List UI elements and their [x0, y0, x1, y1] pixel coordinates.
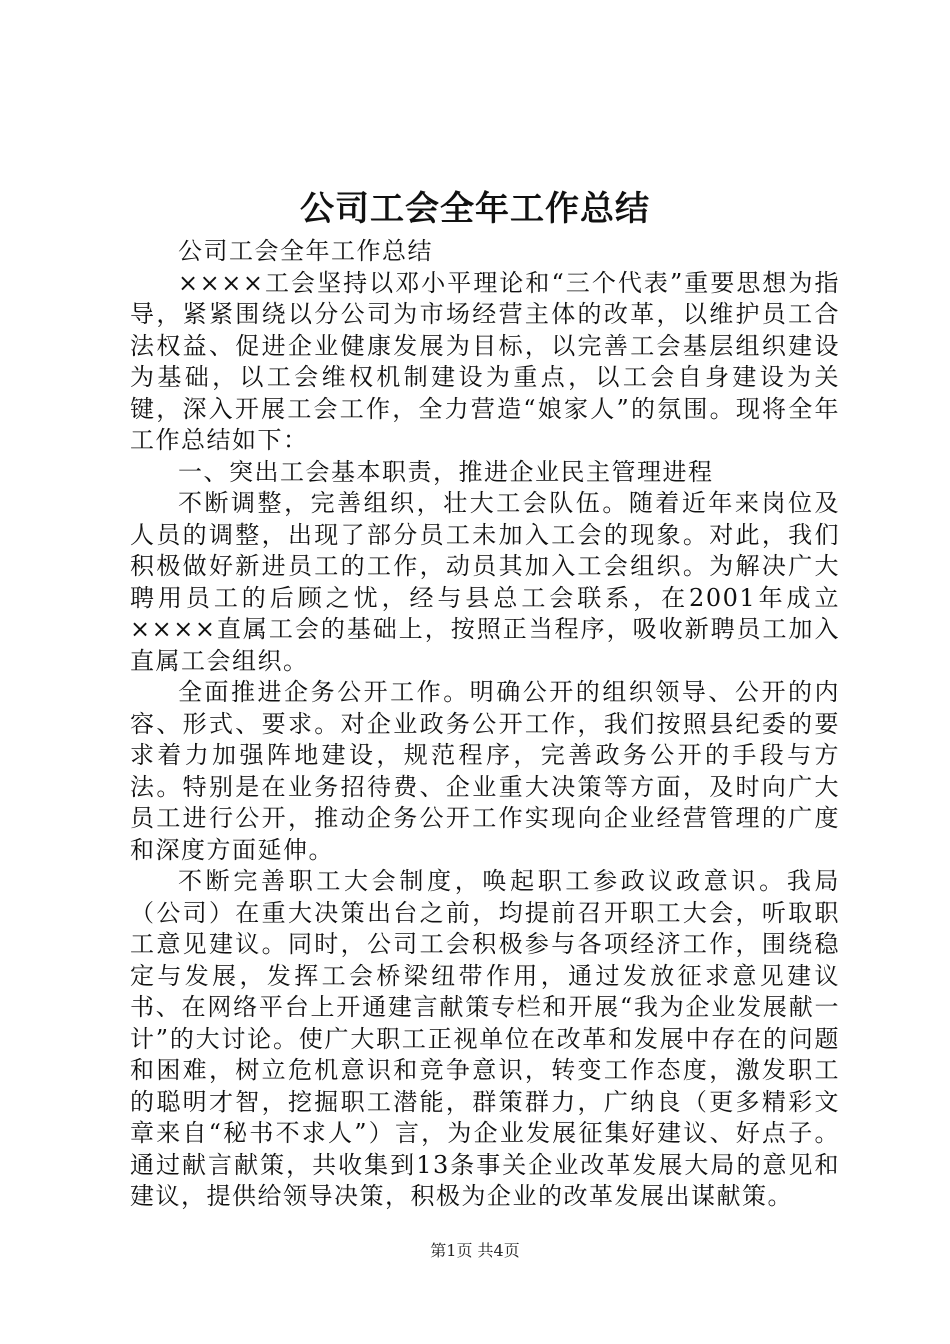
paragraph-intro: ××××工会坚持以邓小平理论和“三个代表”重要思想为指导，紧紧围绕以分公司为市场经营主体的改革，以维护员工合法权益、促进企业健康发展为目标，以完善工会基层组织建设为基础，以工会维权机制建设为重点，以工会自身建设为关键，深入开展工会工作，全力营造“娘家人”的氛围。现将全年工作总结如下：: [130, 268, 840, 454]
paragraph-staff-congress: 不断完善职工大会制度，唤起职工参政议政意识。我局（公司）在重大决策出台之前，均提前召开职工大会，听取职工意见建议。同时，公司工会积极参与各项经济工作，围绕稳定与发展，发挥工会桥梁纽带作用，通过发放征求意见建议书、在网络平台上开通建言献策专栏和开展“我为企业发展献一计”的大讨论。使广大职工正视单位在改革和发展中存在的问题和困难，树立危机意识和竞争意识，转变工作态度，激发职工的聪明才智，挖掘职工潜能，群策群力，广纳良（更多精彩文章来自“秘书不求人”）言，为企业发展征集好建议、好点子。通过献言献策，共收集到13条事关企业改革发展大局的意见和建议，提供给领导决策，积极为企业的改革发展出谋献策。: [130, 867, 840, 1210]
document-title: 公司工会全年工作总结: [300, 189, 650, 229]
paragraph-organization: 不断调整，完善组织，壮大工会队伍。随着近年来岗位及人员的调整，出现了部分员工未加入工会的现象。对此，我们积极做好新进员工的工作，动员其加入工会组织。为解决广大聘用员工的后顾之忧，经与县总工会联系，在2001年成立××××直属工会的基础上，按照正当程序，吸收新聘员工加入直属工会组织。: [130, 489, 840, 675]
paragraph-subtitle: 公司工会全年工作总结: [178, 237, 433, 265]
paragraph-disclosure: 全面推进企务公开工作。明确公开的组织领导、公开的内容、形式、要求。对企业政务公开工作，我们按照县纪委的要求着力加强阵地建设，规范程序，完善政务公开的手段与方法。特别是在业务招待费、企业重大决策等方面，及时向广大员工进行公开，推动企务公开工作实现向企业经营管理的广度和深度方面延伸。: [130, 678, 840, 864]
section-heading: 一、突出工会基本职责，推进企业民主管理进程: [178, 457, 714, 486]
page-footer: 第1页 共4页: [430, 1241, 520, 1260]
document-body: [130, 236, 840, 1213]
